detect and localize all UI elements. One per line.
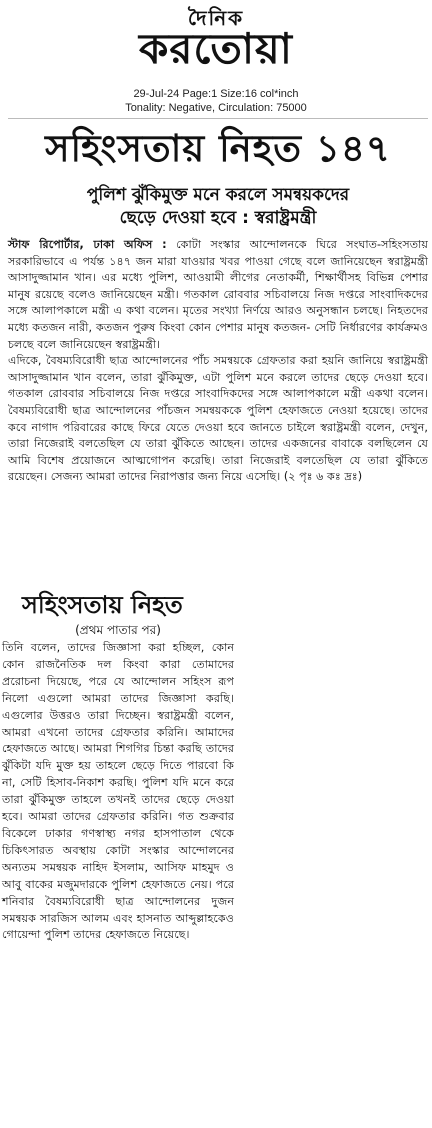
article-main (8, 118, 428, 585)
continuation-headline: সহিংসতায় নিহত (22, 591, 183, 619)
byline: স্টাফ রিপোর্টার, ঢাকা অফিস : (8, 238, 167, 251)
continuation-paragraph: তিনি বলেন, তাদের জিজ্ঞাসা করা হচ্ছিল, কোন কোন রাজনৈতিক দল কিংবা কারা তোমাদের প্ররোচনা দিয়েছে, পরে যে আন্দোলন সহিংস রূপ নিলো এগুলো আমরা তাদের জিজ্ঞাসা করছি। এগুলোর উত্তরও তারা দিচ্ছেন। স্বরাষ্ট্রমন্ত্রী বলেন, আমরা এখনো তাদের গ্রেফতার করিনি। আমাদের হেফাজতে আছে। আমরা শিগগির চিন্তা করছি তাদের ঝুঁকিটা যদি মুক্ত হয় তাহলে ছেড়ে দিতে পারবো কি না, সেটি হিসাব-নিকাশ করছি। পুলিশ যদি মনে করে তারা ঝুঁকিমুক্ত তাহলে তখনই তাদের ছেড়ে দেওয়া হবে। আমরা তাদের গ্রেফতার করিনি। গত শুক্রবার বিকেলে ঢাকার গণস্বাস্থ্য নগর হাসপাতাল থেকে চিকিৎসারত অবস্থায় কোটা সংস্কার আন্দোলনের অন্যতম সমন্বয়ক নাহিদ ইসলাম, আসিফ মাহমুদ ও আবু বাকের মজুমদারকে পুলিশ হেফাজতে নেয়। পরে শনিবার বৈষম্যবিরোধী ছাত্র আন্দোলনের দুজন সমন্বয়ক সারজিস আলম এবং হাসনাত আব্দুল্লাহকেও গোয়েন্দা পুলিশ তাদের হেফাজতে নিয়েছে। (2, 641, 234, 942)
article-subhead-line2: ছেড়ে দেওয়া হবে : স্বরাষ্ট্রমন্ত্রী (119, 208, 317, 228)
masthead (0, 0, 432, 84)
clip-meta-line2: Tonality: Negative, Circulation: 75000 (125, 102, 307, 114)
clip-meta-line1: 29-Jul-24 Page:1 Size:16 col*inch (133, 88, 299, 100)
article-continuation (0, 590, 240, 1128)
article-headline: সহিংসতায় নিহত ১৪৭ (45, 127, 391, 170)
continuation-subhead: (প্রথম পাতার পর) (75, 623, 161, 637)
article-body (8, 237, 428, 486)
continuation-body (2, 640, 234, 944)
article-paragraph-1 (8, 237, 428, 353)
article-subhead-line1: পুলিশ ঝুঁকিমুক্ত মনে করলে সমন্বয়কদের (86, 185, 350, 205)
masthead-title: করতোয়া (139, 24, 293, 73)
paragraph-1-text: কোটা সংস্কার আন্দোলনকে ঘিরে সংঘাত-সহিংসতায় সরকারিভাবে এ পর্যন্ত ১৪৭ জন মারা যাওয়ার খবর পাওয়া গেছে বলে জানিয়েছেন স্বরাষ্ট্রমন্ত্রী আসাদুজ্জামান খান। এর মধ্যে পুলিশ, আওয়ামী লীগের নেতাকর্মী, শিক্ষার্থীসহ বিভিন্ন পেশার মানুষ রয়েছে বলেও জানিয়েছেন মন্ত্রী। গতকাল রোববার সচিবালয়ে নিজ দপ্তরে সাংবাদিকদের সঙ্গে আলাপকালে মন্ত্রী এ কথা বলেন। মৃতের সংখ্যা নির্ণয়ে আরও অনুসন্ধান চলছে। নিহতদের মধ্যে কতজন নারী, কতজন পুরুষ কিংবা কোন পেশার মানুষ কতজন- সেটি নির্ধারণের কার্যক্রমও চলছে বলে জানিয়েছেন স্বরাষ্ট্রমন্ত্রী। (8, 238, 428, 351)
masthead-kicker: দৈনিক (187, 6, 245, 30)
article-paragraph-2: এদিকে, বৈষম্যবিরোধী ছাত্র আন্দোলনের পাঁচ সমন্বয়কে গ্রেফতার করা হয়নি জানিয়ে স্বরাষ্ট্রমন্ত্রী আসাদুজ্জামান খান বলেন, তারা ঝুঁকিমুক্ত, এটা পুলিশ মনে করলে তাদের ছেড়ে দেওয়া হবে। গতকাল রোববার সচিবালয়ে নিজ দপ্তরে সাংবাদিকদের সঙ্গে আলাপকালে মন্ত্রী একথা বলেন। বৈষম্যবিরোধী ছাত্র আন্দোলনের পাঁচজন সমন্বয়ককে পুলিশ হেফাজতে নেওয়া হয়েছে। তাদের কবে নাগাদ পরিবারের কাছে ফিরে যেতে দেওয়া হবে জানতে চাইলে স্বরাষ্ট্রমন্ত্রী বলেন, দেখুন, তারা নিজেরাই বলতেছিল যে তারা ঝুঁকিতে আছেন। তাদের একজনের বাবাকে বলছিলেন যে আমি বিশেষ প্রয়োজনে আত্মগোপন করেছি। তারা নিজেরাই বলতেছিল যে তারা ঝুঁকিতে রয়েছেন। সেজন্য আমরা তাদের নিরাপত্তার জন্য নিয়ে এসেছি। (২ পৃঃ ৬ কঃ দ্রঃ) (8, 354, 428, 484)
